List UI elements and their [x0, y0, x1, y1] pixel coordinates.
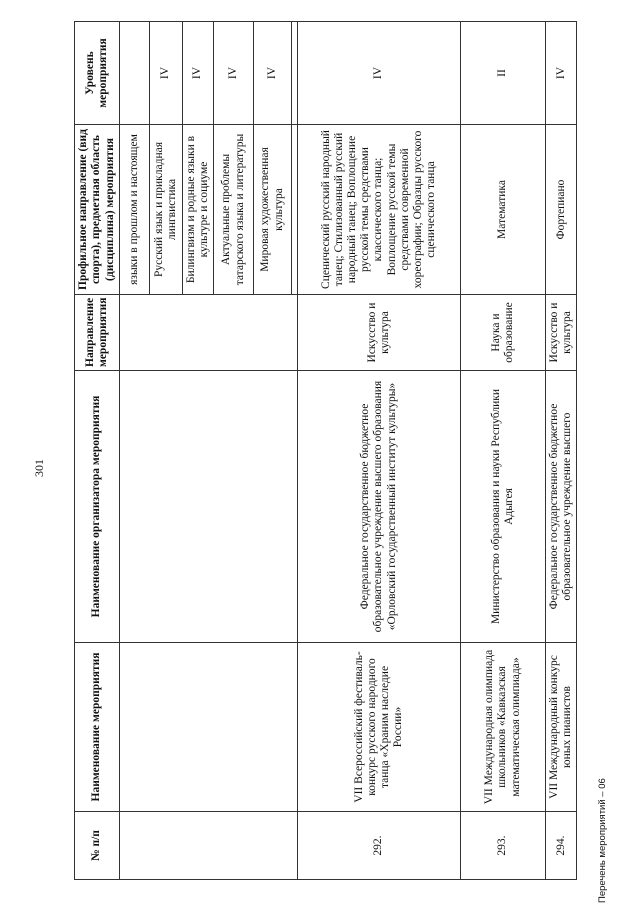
table-row: [298, 22, 461, 880]
cell-direction: Искусство и культура: [298, 295, 461, 371]
table-row: [461, 22, 546, 880]
cell-profile: Актуальные проблемы татарского языка и литературы: [214, 125, 254, 295]
header-direction: Направление мероприятия: [75, 295, 120, 371]
cell-level: IV: [183, 22, 214, 125]
header-organizer: Наименование организатора мероприятия: [75, 371, 120, 643]
cell-organizer: Министерство образования и науки Республики Адыгея: [461, 371, 546, 643]
cell-profile: Билингвизм и родные языки в культуре и социуме: [183, 125, 214, 295]
header-level: Уровень мероприятия: [75, 22, 120, 125]
cell-direction: Наука и образование: [461, 295, 546, 371]
header-profile: Профильное направление (вид спорта), предметная область (дисциплина) мероприятия: [75, 125, 120, 295]
table-row: [546, 22, 577, 880]
cell-profile: Сценический русский народный танец; Стилизованный русский народный танец; Воплощение русской темы средствами классического танца; Воплощение русской темы средствами современной хореографии; Образцы русского сценического танца: [298, 125, 461, 295]
header-event-name: Наименование мероприятия: [75, 643, 120, 812]
cell-event: [120, 643, 298, 812]
header-number: № п/п: [75, 812, 120, 880]
cell-level: IV: [214, 22, 254, 125]
page-number: 301: [32, 459, 46, 477]
cell-number: [120, 812, 298, 880]
cell-direction: Искусство и культура: [546, 295, 577, 371]
cell-number: 294.: [546, 812, 577, 880]
cell-profile: Фортепиано: [546, 125, 577, 295]
cell-organizer: Федеральное государственное бюджетное образовательное учреждение высшего: [546, 371, 577, 643]
cell-level: IV: [254, 22, 292, 125]
cell-organizer: [120, 371, 298, 643]
cell-direction: [120, 295, 298, 371]
table-header-row: [75, 22, 120, 880]
events-table: [74, 21, 577, 880]
cell-organizer: Федеральное государственное бюджетное образовательное учреждение высшего образования «Орловский государственный институт культуры»: [298, 371, 461, 643]
cell-level: [120, 22, 150, 125]
cell-profile: Русский язык и прикладная лингвистика: [150, 125, 183, 295]
cell-profile: языки в прошлом и настоящем: [120, 125, 150, 295]
cell-level: IV: [298, 22, 461, 125]
cell-event: VII Всероссийский фестиваль-конкурс русского народного танца «Храним наследие России»: [298, 643, 461, 812]
cell-level: II: [461, 22, 546, 125]
cell-level: IV: [150, 22, 183, 125]
table-row: [120, 22, 150, 880]
cell-profile: Мировая художественная культура: [254, 125, 292, 295]
cell-level: IV: [546, 22, 577, 125]
cell-number: 292.: [298, 812, 461, 880]
cell-event: VII Международный конкурс юных пианистов: [546, 643, 577, 812]
cell-number: 293.: [461, 812, 546, 880]
cell-event: VII Международная олимпиада школьников «Кавказская математическая олимпиада»: [461, 643, 546, 812]
cell-profile: Математика: [461, 125, 546, 295]
footer-note: Перечень мероприятий – 06: [597, 778, 608, 903]
